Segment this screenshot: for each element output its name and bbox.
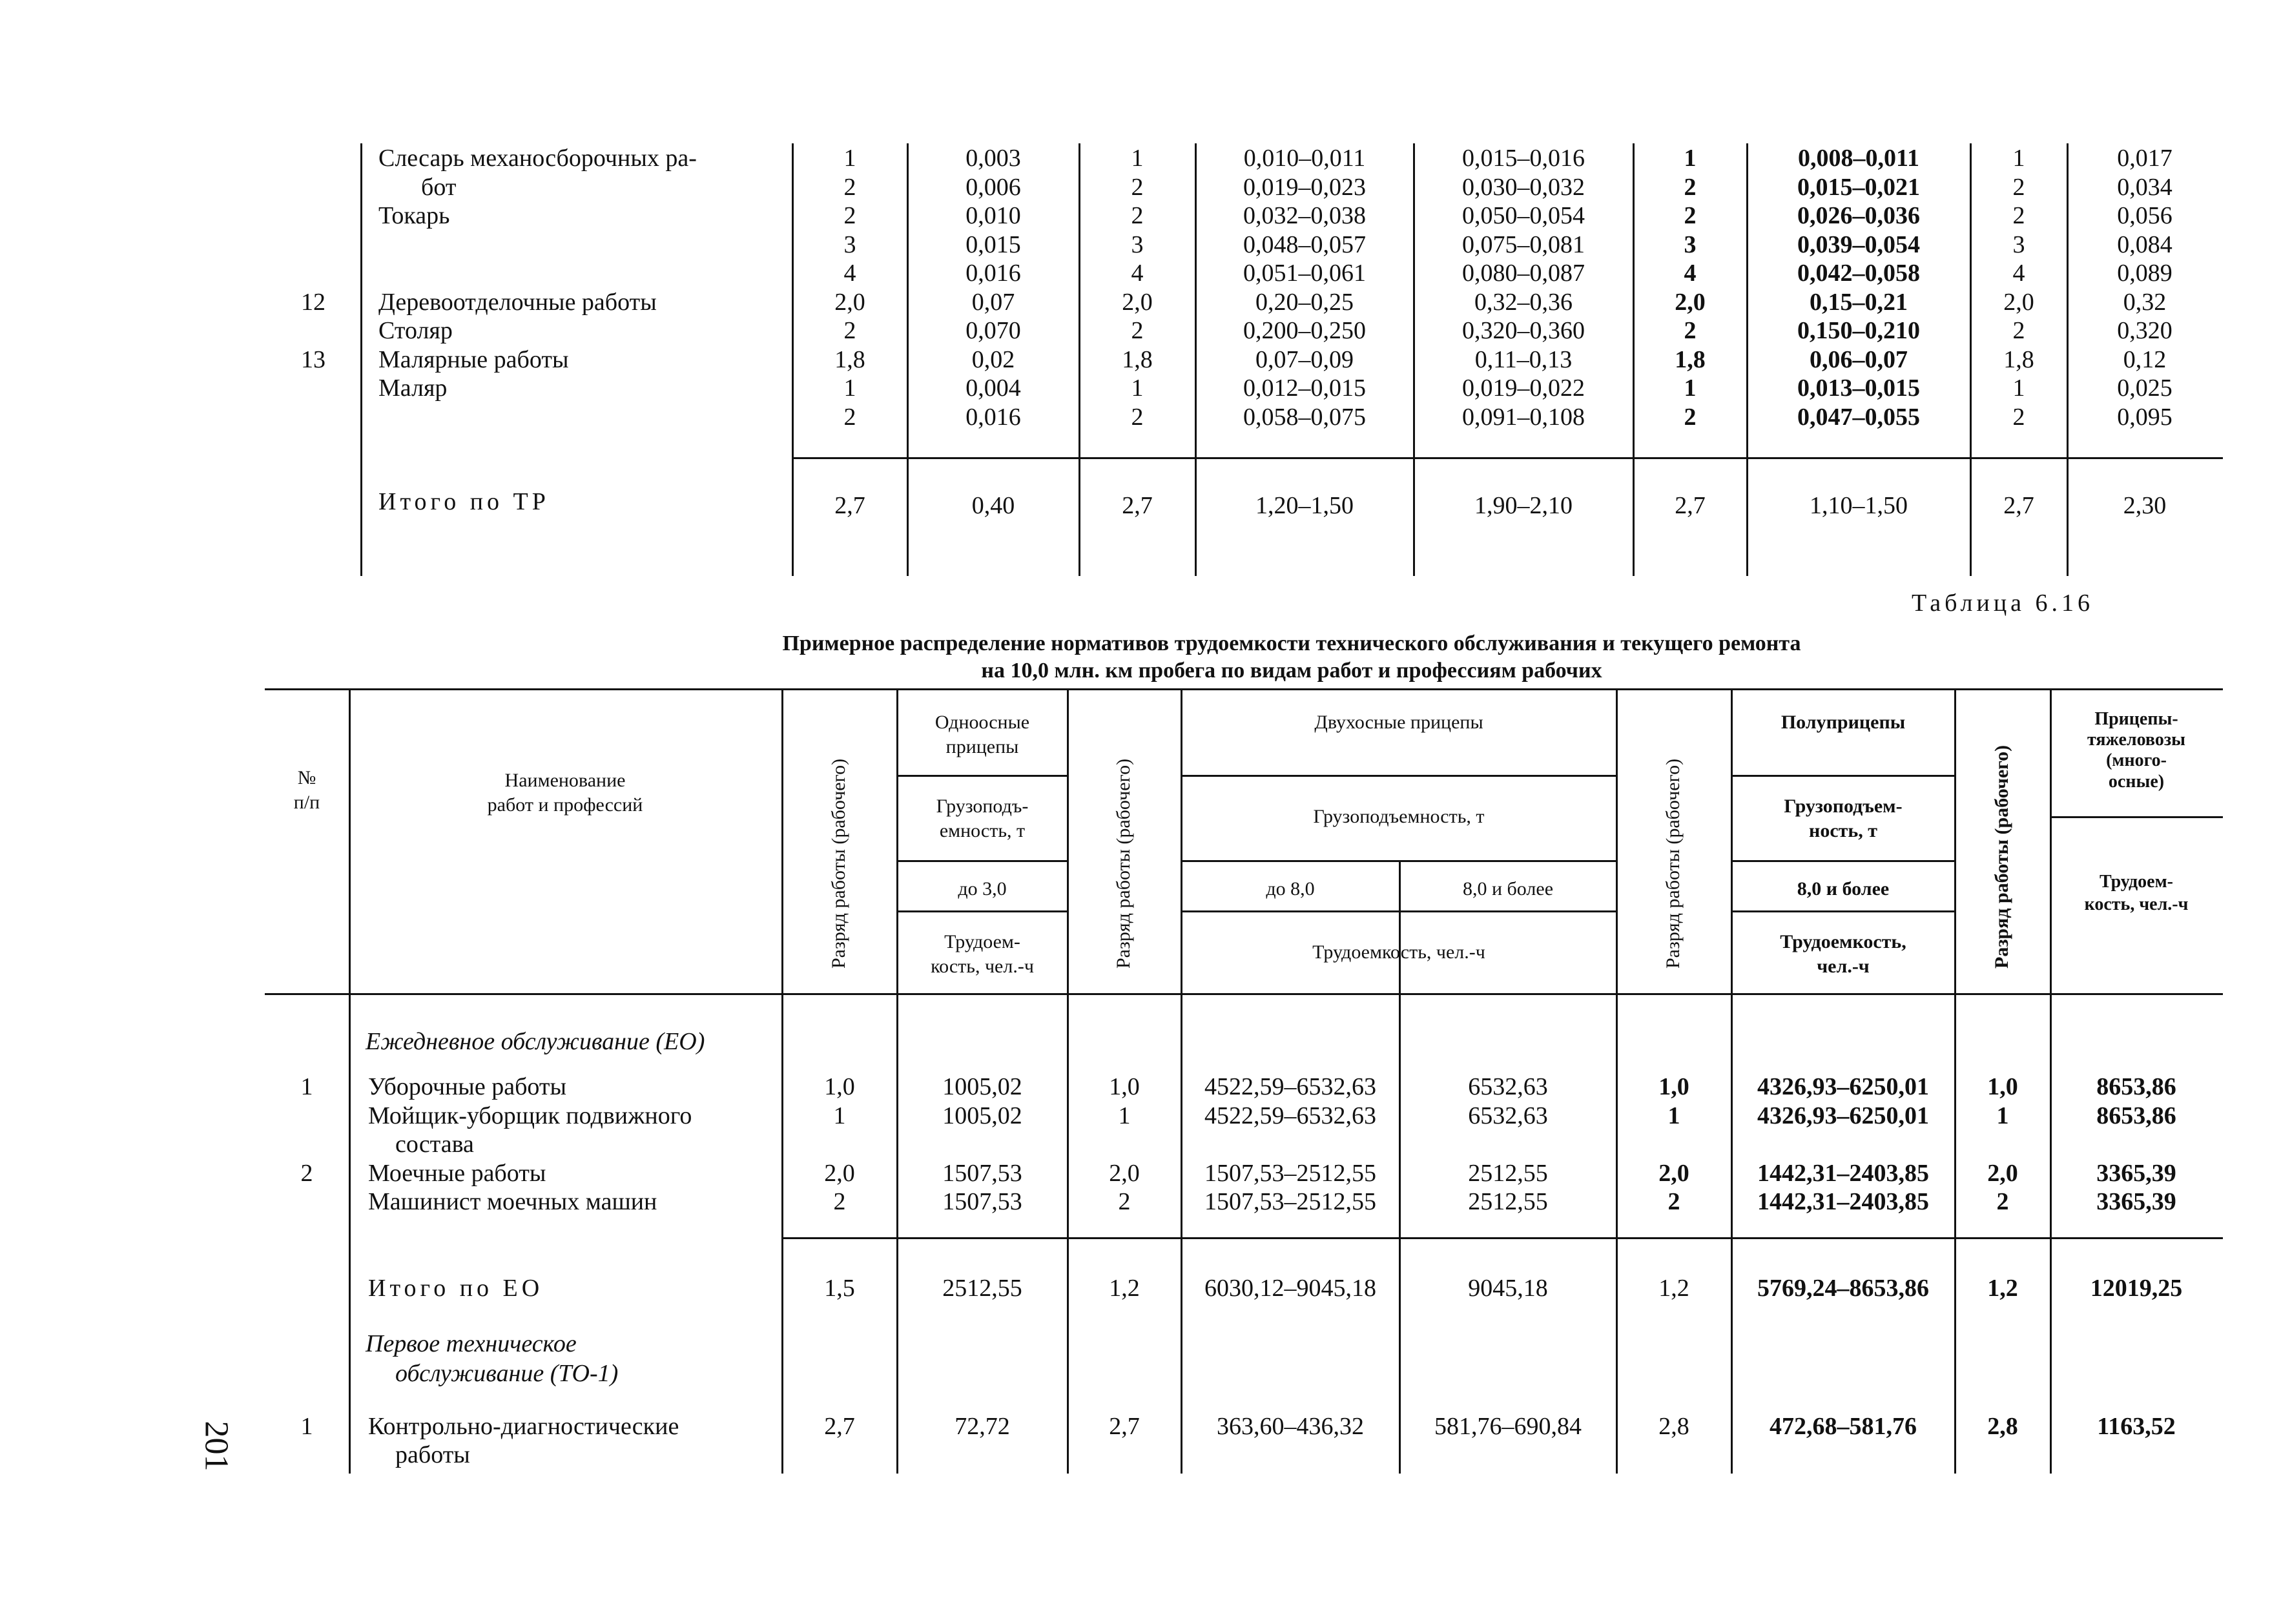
top-rows-name: Токарь xyxy=(378,202,450,229)
top-rows-t2b: 0,015–0,016 xyxy=(1462,145,1585,172)
total-eo-t2b: 9045,18 xyxy=(1468,1275,1548,1302)
header-labor: Трудоемкость, чел.-ч xyxy=(1312,941,1485,963)
top-rows-r3: 2 xyxy=(1684,403,1697,431)
top-rows-t1: 0,016 xyxy=(965,260,1021,287)
top-rows-r3: 2 xyxy=(1684,317,1697,344)
top-total-r3: 2,7 xyxy=(1675,492,1706,519)
header-name: Наименование работ и профессий xyxy=(487,770,643,816)
top-rows-t4: 0,084 xyxy=(2117,231,2173,258)
top-rows-r4: 1,8 xyxy=(2003,345,2034,373)
top-rows-t2a: 0,20–0,25 xyxy=(1255,288,1354,316)
eo-rows-t3: 1442,31–2403,85 xyxy=(1757,1188,1929,1215)
eo-rows-r4: 1,0 xyxy=(1987,1073,2018,1100)
header-grade-3: Разряд работы (рабочего) xyxy=(1662,758,1684,969)
eo-rows-name: Мойщик-уборщик подвижного xyxy=(368,1102,692,1129)
top-rows-r1: 2 xyxy=(843,317,856,344)
top-rows-r4: 1 xyxy=(2012,375,2025,402)
header-semi: Полуприцепы xyxy=(1780,712,1906,733)
eo-rows-t1: 1507,53 xyxy=(942,1159,1022,1187)
top-rows-t3: 0,039–0,054 xyxy=(1797,231,1920,258)
top-rows-t2a: 0,058–0,075 xyxy=(1243,403,1366,431)
top-rows-r2: 2 xyxy=(1131,403,1144,431)
top-rows-t4: 0,095 xyxy=(2117,403,2173,431)
top-rows-t2b: 0,11–0,13 xyxy=(1474,345,1573,373)
top-rows-r4: 4 xyxy=(2012,260,2025,287)
eo-rows-t2a: 4522,59–6532,63 xyxy=(1204,1073,1376,1100)
top-rows-t3: 0,026–0,036 xyxy=(1797,202,1920,229)
top-rows-t1: 0,016 xyxy=(965,403,1021,431)
eo-rows-r2: 2 xyxy=(1118,1188,1131,1215)
top-total-r2: 2,7 xyxy=(1122,492,1153,519)
top-rows-t2b: 0,080–0,087 xyxy=(1462,260,1585,287)
top-rows-t2b: 0,32–0,36 xyxy=(1474,288,1573,316)
eo-rows-t3: 1442,31–2403,85 xyxy=(1757,1159,1929,1187)
top-rows-name: Слесарь механосборочных ра- xyxy=(378,145,697,172)
eo-rows-t2b: 2512,55 xyxy=(1468,1159,1548,1187)
eo-rows-r4: 2 xyxy=(1996,1188,2009,1215)
top-total-t4: 2,30 xyxy=(2123,492,2167,519)
top-rows-t4: 0,025 xyxy=(2117,375,2173,402)
total-eo-name: Итого по ЕО xyxy=(368,1275,544,1302)
top-total-t2a: 1,20–1,50 xyxy=(1255,492,1354,519)
eo-rows-r1: 1,0 xyxy=(824,1073,855,1100)
eo-rows-t4: 3365,39 xyxy=(2096,1188,2176,1215)
top-rows-t3: 0,150–0,210 xyxy=(1797,317,1920,344)
top-rows-r1: 2 xyxy=(843,202,856,229)
eo-rows-t2b: 6532,63 xyxy=(1468,1102,1548,1129)
eo-rows-t3: 4326,93–6250,01 xyxy=(1757,1073,1929,1100)
top-total-name: Итого по ТР xyxy=(378,488,550,515)
total-eo-r4: 1,2 xyxy=(1987,1275,2018,1302)
header-upto3: до 3,0 xyxy=(958,878,1007,899)
to1-t2a: 363,60–436,32 xyxy=(1217,1413,1364,1440)
eo-rows-t4: 8653,86 xyxy=(2096,1073,2176,1100)
top-rows-r1: 1,8 xyxy=(834,345,865,373)
header-single-axle: Одноосные прицепы xyxy=(934,712,1030,757)
top-rows-r4: 2,0 xyxy=(2003,288,2034,316)
top-rows-r1: 1 xyxy=(843,375,856,402)
total-eo-t1: 2512,55 xyxy=(942,1275,1022,1302)
eo-rows-t1: 1005,02 xyxy=(942,1073,1022,1100)
top-rows-r4: 3 xyxy=(2012,231,2025,258)
top-rows-t4: 0,056 xyxy=(2117,202,2173,229)
eo-rows-r2: 1 xyxy=(1118,1102,1131,1129)
eo-rows-t1: 1507,53 xyxy=(942,1188,1022,1215)
total-eo-r1: 1,5 xyxy=(824,1275,855,1302)
top-total-t2b: 1,90–2,10 xyxy=(1474,492,1573,519)
eo-rows-num: 1 xyxy=(300,1073,313,1100)
header-capacity: Грузоподъемность, т xyxy=(1313,806,1485,827)
top-rows-t1: 0,006 xyxy=(965,173,1021,201)
top-rows-r3: 2,0 xyxy=(1675,288,1706,316)
top-rows-r3: 1 xyxy=(1684,375,1697,402)
top-rows-t1: 0,003 xyxy=(965,145,1021,172)
top-rows-t4: 0,034 xyxy=(2117,173,2173,201)
top-rows-t1: 0,010 xyxy=(965,202,1021,229)
eo-rows-name: состава xyxy=(395,1131,474,1158)
top-rows-name: Малярные работы xyxy=(378,345,569,373)
top-rows-r1: 2 xyxy=(843,173,856,201)
top-rows-r3: 3 xyxy=(1684,231,1697,258)
top-rows-r2: 2 xyxy=(1131,202,1144,229)
top-rows-r3: 2 xyxy=(1684,173,1697,201)
header-labor-short: Трудоем- кость, чел.-ч xyxy=(931,931,1034,977)
table-label: Таблица 6.16 xyxy=(1912,590,2094,617)
top-rows-r2: 2,0 xyxy=(1122,288,1153,316)
top-rows-r2: 2 xyxy=(1131,173,1144,201)
top-rows-t1: 0,070 xyxy=(965,317,1021,344)
top-rows-t1: 0,015 xyxy=(965,231,1021,258)
top-rows-r3: 1 xyxy=(1684,145,1697,172)
header-grade-1: Разряд работы (рабочего) xyxy=(828,758,849,969)
top-rows-t4: 0,017 xyxy=(2117,145,2173,172)
eo-rows-t1: 1005,02 xyxy=(942,1102,1022,1129)
eo-rows-name: Машинист моечных машин xyxy=(368,1188,657,1215)
top-rows-name: Маляр xyxy=(378,375,448,402)
top-rows-t2b: 0,091–0,108 xyxy=(1462,403,1585,431)
top-rows-r1: 3 xyxy=(843,231,856,258)
header-capacity-semi: Грузоподъем- ность, т xyxy=(1784,796,1903,841)
top-rows-r3: 4 xyxy=(1684,260,1697,287)
eo-rows-name: Уборочные работы xyxy=(368,1073,567,1100)
top-rows-r3: 2 xyxy=(1684,202,1697,229)
to1-r4: 2,8 xyxy=(1987,1413,2018,1440)
top-rows-t2a: 0,200–0,250 xyxy=(1243,317,1366,344)
top-rows-t1: 0,02 xyxy=(971,345,1015,373)
header-capacity-short: Грузоподъ- емность, т xyxy=(936,796,1029,841)
top-rows-t3: 0,015–0,021 xyxy=(1797,173,1920,201)
top-rows-t2a: 0,048–0,057 xyxy=(1243,231,1366,258)
header-grade-4: Разряд работы (рабочего) xyxy=(1991,745,2012,969)
eo-rows-r4: 2,0 xyxy=(1987,1159,2018,1187)
to1-t2b: 581,76–690,84 xyxy=(1434,1413,1582,1440)
to1-r3: 2,8 xyxy=(1658,1413,1689,1440)
top-rows-r1: 4 xyxy=(843,260,856,287)
top-rows-t4: 0,320 xyxy=(2117,317,2173,344)
top-rows-r1: 2,0 xyxy=(834,288,865,316)
top-rows-t2b: 0,019–0,022 xyxy=(1462,375,1585,402)
top-rows-t1: 0,07 xyxy=(971,288,1015,316)
top-rows-t4: 0,12 xyxy=(2123,345,2167,373)
eo-rows-r2: 1,0 xyxy=(1109,1073,1140,1100)
header-two-axle: Двухосные прицепы xyxy=(1314,712,1483,733)
top-rows-r1: 2 xyxy=(843,403,856,431)
eo-rows-r2: 2,0 xyxy=(1109,1159,1140,1187)
top-rows-r4: 2 xyxy=(2012,173,2025,201)
top-rows-r2: 1 xyxy=(1131,145,1144,172)
top-rows-r4: 2 xyxy=(2012,317,2025,344)
section-to1-line-2: обслуживание (ТО-1) xyxy=(395,1360,619,1387)
top-rows-num: 12 xyxy=(301,288,325,316)
eo-rows-r3: 2,0 xyxy=(1658,1159,1689,1187)
header-heavy: Прицепы- тяжеловозы (много- осные) xyxy=(2087,709,2185,792)
to1-name-2: работы xyxy=(395,1441,470,1468)
section-eo: Ежедневное обслуживание (ЕО) xyxy=(366,1028,705,1055)
top-rows-t2b: 0,050–0,054 xyxy=(1462,202,1585,229)
eo-rows-num: 2 xyxy=(300,1159,313,1187)
eo-rows-t3: 4326,93–6250,01 xyxy=(1757,1102,1929,1129)
top-rows-name: Деревоотделочные работы xyxy=(378,288,657,316)
top-rows-r2: 4 xyxy=(1131,260,1144,287)
top-rows-r2: 1 xyxy=(1131,375,1144,402)
header-upto8: до 8,0 xyxy=(1266,878,1315,899)
top-rows-t2b: 0,075–0,081 xyxy=(1462,231,1585,258)
to1-t3: 472,68–581,76 xyxy=(1770,1413,1917,1440)
eo-rows-name: Моечные работы xyxy=(368,1159,546,1187)
to1-r1: 2,7 xyxy=(824,1413,855,1440)
section-to1-line-1: Первое техническое xyxy=(366,1330,577,1357)
top-rows-r3: 1,8 xyxy=(1675,345,1706,373)
top-rows-t3: 0,047–0,055 xyxy=(1797,403,1920,431)
eo-rows-t4: 3365,39 xyxy=(2096,1159,2176,1187)
top-rows-t2a: 0,051–0,061 xyxy=(1243,260,1366,287)
eo-rows-t4: 8653,86 xyxy=(2096,1102,2176,1129)
total-eo-r3: 1,2 xyxy=(1658,1275,1689,1302)
eo-rows-r1: 2,0 xyxy=(824,1159,855,1187)
top-rows-r1: 1 xyxy=(843,145,856,172)
top-rows-t3: 0,008–0,011 xyxy=(1798,145,1919,172)
to1-t4: 1163,52 xyxy=(2097,1413,2176,1440)
top-rows-r4: 2 xyxy=(2012,202,2025,229)
header-over8-semi: 8,0 и более xyxy=(1797,878,1890,899)
top-rows-t2a: 0,019–0,023 xyxy=(1243,173,1366,201)
top-rows-t2b: 0,320–0,360 xyxy=(1462,317,1585,344)
eo-rows-t2a: 1507,53–2512,55 xyxy=(1204,1159,1376,1187)
page-number: 201 xyxy=(198,1421,235,1472)
top-rows-t3: 0,15–0,21 xyxy=(1810,288,1908,316)
eo-rows-t2b: 2512,55 xyxy=(1468,1188,1548,1215)
top-total-t1: 0,40 xyxy=(971,492,1015,519)
table-title-line-2: на 10,0 млн. км пробега по видам работ и профессиям рабочих xyxy=(981,659,1602,683)
eo-rows-r3: 1,0 xyxy=(1658,1073,1689,1100)
top-rows-r2: 1,8 xyxy=(1122,345,1153,373)
top-rows-t2b: 0,030–0,032 xyxy=(1462,173,1585,201)
total-eo-r2: 1,2 xyxy=(1109,1275,1140,1302)
top-rows-t2a: 0,032–0,038 xyxy=(1243,202,1366,229)
top-rows-r2: 3 xyxy=(1131,231,1144,258)
top-rows-name: бот xyxy=(421,173,457,201)
table-title-line-1: Примерное распределение нормативов трудоемкости технического обслуживания и текущего ремонта xyxy=(782,632,1801,655)
eo-rows-r1: 1 xyxy=(833,1102,846,1129)
total-eo-t2a: 6030,12–9045,18 xyxy=(1204,1275,1376,1302)
top-rows-num: 13 xyxy=(301,345,325,373)
top-rows-t1: 0,004 xyxy=(965,375,1021,402)
top-rows-t4: 0,089 xyxy=(2117,260,2173,287)
to1-name: Контрольно-диагностические xyxy=(368,1413,679,1440)
top-rows-r2: 2 xyxy=(1131,317,1144,344)
header-over8: 8,0 и более xyxy=(1462,878,1554,899)
eo-rows-r4: 1 xyxy=(1996,1102,2009,1129)
eo-rows-t2b: 6532,63 xyxy=(1468,1073,1548,1100)
to1-num: 1 xyxy=(300,1413,313,1440)
header-num: № п/п xyxy=(293,767,320,813)
eo-rows-r1: 2 xyxy=(833,1188,846,1215)
total-eo-t3: 5769,24–8653,86 xyxy=(1757,1275,1929,1302)
top-total-t3: 1,10–1,50 xyxy=(1810,492,1908,519)
top-total-r4: 2,7 xyxy=(2003,492,2034,519)
eo-rows-r3: 2 xyxy=(1667,1188,1680,1215)
top-rows-t3: 0,042–0,058 xyxy=(1797,260,1920,287)
top-rows-t2a: 0,012–0,015 xyxy=(1243,375,1366,402)
top-rows-t2a: 0,010–0,011 xyxy=(1243,145,1366,172)
top-rows-t4: 0,32 xyxy=(2123,288,2167,316)
top-rows-name: Столяр xyxy=(378,317,453,344)
top-rows-t3: 0,06–0,07 xyxy=(1810,345,1908,373)
eo-rows-t2a: 4522,59–6532,63 xyxy=(1204,1102,1376,1129)
header-labor-semi: Трудоемкость, чел.-ч xyxy=(1780,931,1906,977)
top-total-r1: 2,7 xyxy=(834,492,865,519)
top-rows-r4: 2 xyxy=(2012,403,2025,431)
header-labor-heavy: Трудоем- кость, чел.-ч xyxy=(2084,872,2189,914)
total-eo-t4: 12019,25 xyxy=(2090,1275,2183,1302)
eo-rows-t2a: 1507,53–2512,55 xyxy=(1204,1188,1376,1215)
eo-rows-r3: 1 xyxy=(1667,1102,1680,1129)
header-grade-2: Разряд работы (рабочего) xyxy=(1113,758,1134,969)
top-rows-t2a: 0,07–0,09 xyxy=(1255,345,1354,373)
to1-r2: 2,7 xyxy=(1109,1413,1140,1440)
top-rows-r4: 1 xyxy=(2012,145,2025,172)
top-rows-t3: 0,013–0,015 xyxy=(1797,375,1920,402)
to1-t1: 72,72 xyxy=(955,1413,1010,1440)
